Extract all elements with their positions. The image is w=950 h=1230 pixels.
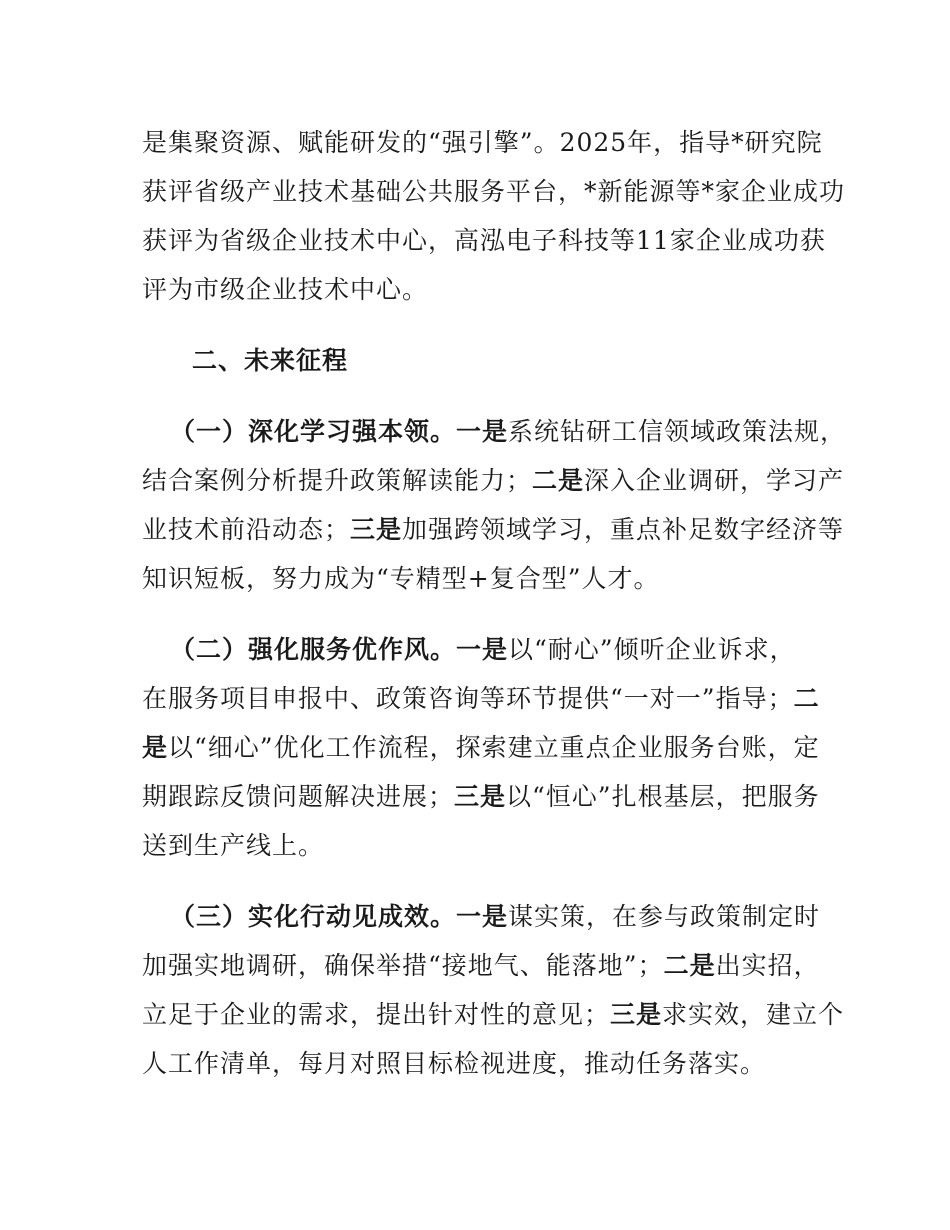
text: 以“耐心”倾听企业诉求，	[508, 635, 796, 664]
keyword: 是	[142, 733, 169, 762]
text: 以“恒心”扎根基层，把服务	[506, 782, 820, 811]
text-line: 知识短板，努力成为“专精型+复合型”人才。	[142, 564, 660, 593]
keyword: 二	[793, 684, 820, 713]
text: 出实招，	[715, 951, 820, 980]
text-line	[142, 456, 845, 505]
text-line	[142, 723, 822, 772]
section-heading: 二、未来征程	[192, 346, 349, 375]
text: 期跟踪反馈问题解决进展；	[142, 782, 455, 811]
keyword: 二是	[532, 466, 585, 495]
keyword: 三是	[454, 782, 507, 811]
text-line	[142, 941, 822, 990]
text: 系统钻研工信领域政策法规，	[508, 417, 847, 446]
keyword: 一是	[456, 635, 509, 664]
text-line: 送到生产线上。	[142, 831, 325, 860]
text-line	[142, 625, 822, 674]
text-line: 评为市级企业技术中心。	[142, 275, 429, 304]
text: 深入企业调研，学习产	[584, 466, 845, 495]
subheading: （三）实化行动见成效。	[170, 902, 457, 931]
document-page	[142, 118, 847, 1088]
text-line	[142, 892, 822, 941]
keyword: 一是	[456, 902, 509, 931]
keyword: 二是	[663, 951, 716, 980]
text-line: 获评为省级企业技术中心，高泓电子科技等11家企业成功获	[142, 226, 826, 255]
text-line: 人工作清单，每月对照目标检视进度，推动任务落实。	[142, 1049, 767, 1078]
paragraph-intro	[142, 118, 846, 314]
keyword: 三是	[610, 1000, 663, 1029]
keyword: 三是	[350, 515, 403, 544]
text: 加强实地调研，确保举措“接地气、能落地”；	[142, 951, 664, 980]
text: 谋实策，在参与政策制定时	[508, 902, 821, 931]
text: 结合案例分析提升政策解读能力；	[142, 466, 533, 495]
text: 以“细心”优化工作流程，探索建立重点企业服务台账，定	[168, 733, 820, 762]
paragraph-service	[142, 625, 822, 870]
text-line	[142, 505, 845, 554]
text: 加强跨领域学习，重点补足数字经济等	[402, 515, 845, 544]
text-line	[142, 990, 845, 1039]
text: 立足于企业的需求，提出针对性的意见；	[142, 1000, 611, 1029]
text: 业技术前沿动态；	[142, 515, 351, 544]
paragraph-study	[142, 407, 847, 603]
text-line: 是集聚资源、赋能研发的“强引擎”。2025年，指导*研究院	[142, 128, 823, 157]
text-line	[142, 674, 822, 723]
paragraph-action	[142, 892, 845, 1088]
text: 求实效，建立个	[662, 1000, 845, 1029]
keyword: 一是	[456, 417, 509, 446]
text-line: 获评省级产业技术基础公共服务平台，*新能源等*家企业成功	[142, 177, 846, 206]
text: 在服务项目申报中、政策咨询等环节提供“一对一”指导；	[142, 684, 794, 713]
subheading: （二）强化服务优作风。	[170, 635, 457, 664]
subheading: （一）深化学习强本领。	[170, 417, 457, 446]
text-line	[142, 407, 847, 456]
text-line	[142, 772, 822, 821]
